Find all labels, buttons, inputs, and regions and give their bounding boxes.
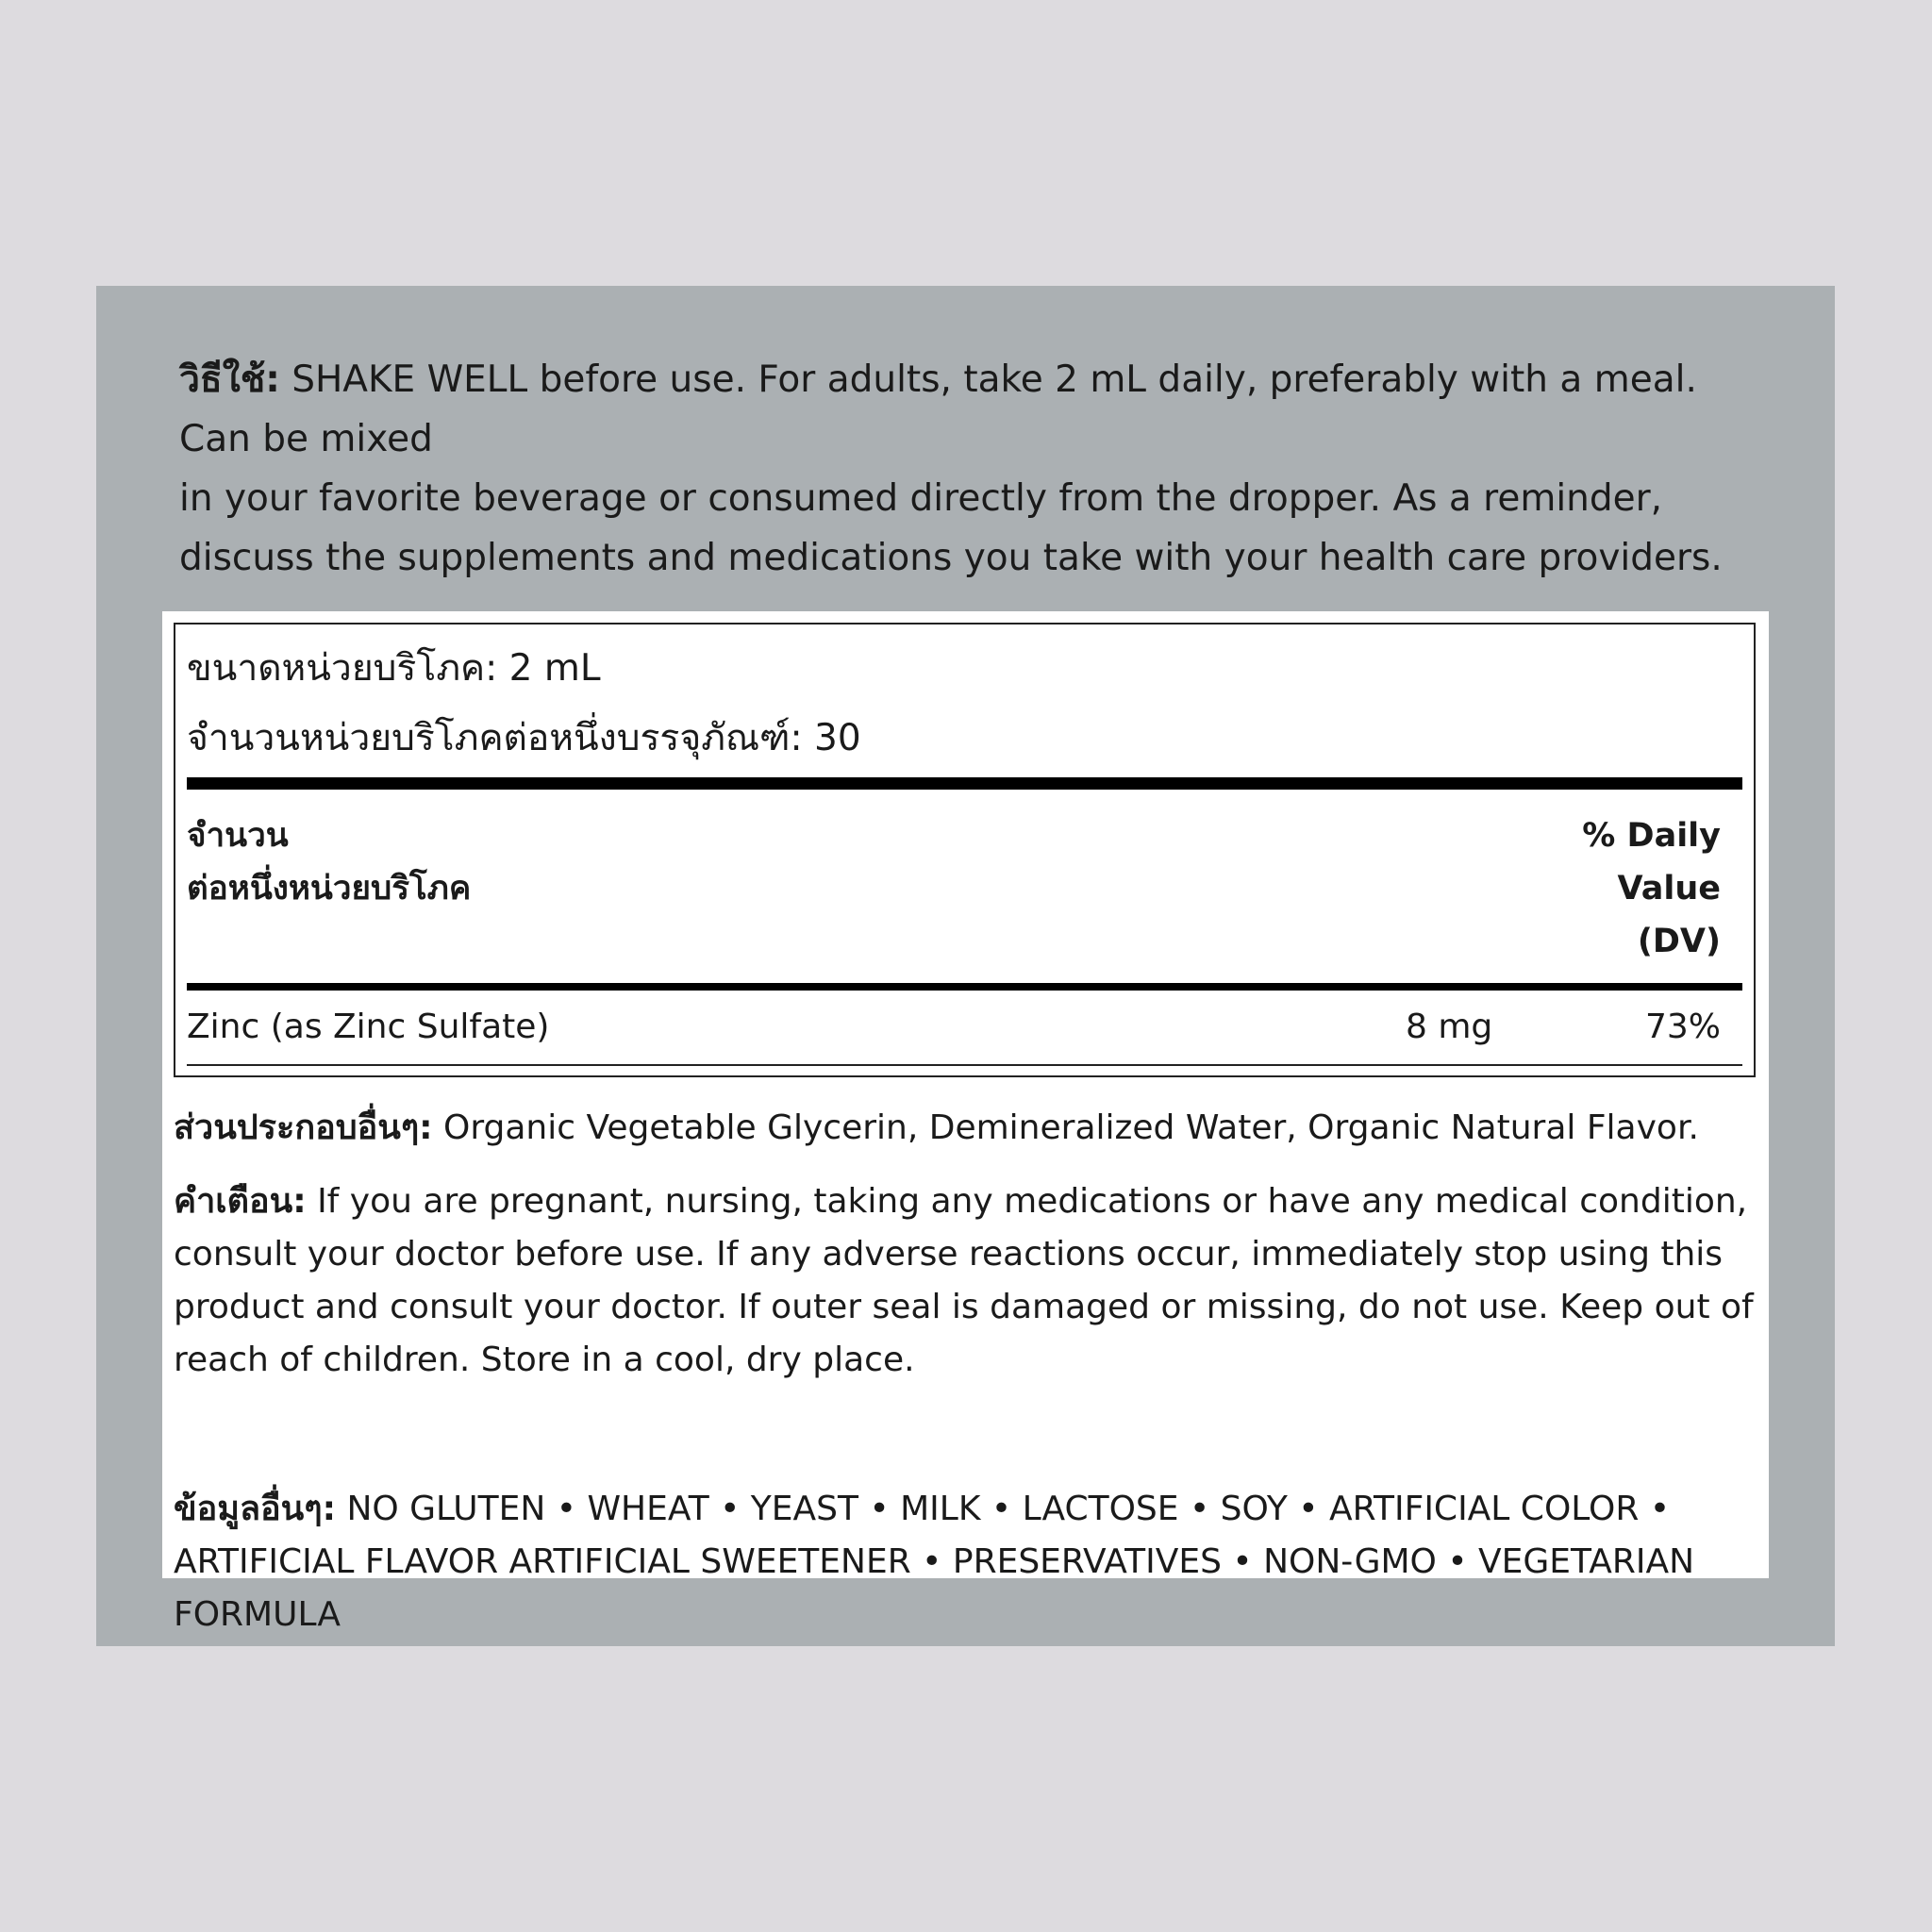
warning-line-1: [174, 1175, 1758, 1228]
nutrient-daily-value: 73%: [1644, 1008, 1721, 1046]
warning-line-4: reach of children. Store in a cool, dry place.: [174, 1341, 915, 1379]
supplement-facts-box: [174, 623, 1756, 1077]
other-info-line-1: [174, 1483, 1758, 1536]
dv-header-line-3: (DV): [1637, 923, 1721, 960]
serving-size: ขนาดหน่วยบริโภค: 2 mL: [187, 647, 601, 690]
thick-divider-top: [187, 777, 1742, 790]
warning-text-1: If you are pregnant, nursing, taking any medications or have any medical condition,: [317, 1182, 1748, 1221]
amount-header-line-2: ต่อหนึ่งหน่วยบริโภค: [187, 870, 472, 908]
other-ingredients-text: Organic Vegetable Glycerin, Demineralized Water, Organic Natural Flavor.: [443, 1108, 1699, 1147]
servings-per-container: จำนวนหน่วยบริโภคต่อหนึ่งบรรจุภัณฑ์: 30: [187, 717, 861, 759]
other-info-line-3: FORMULA: [174, 1595, 341, 1634]
warning-label: คำเตือน:: [174, 1182, 307, 1221]
table-row: [187, 1002, 1742, 1058]
directions-label: วิธีใช้:: [179, 358, 280, 401]
other-info-label: ข้อมูลอื่นๆ:: [174, 1490, 336, 1528]
daily-value-header: [1582, 809, 1721, 968]
warning-section: [174, 1175, 1758, 1387]
directions-section: [179, 350, 1783, 588]
warning-line-2: consult your doctor before use. If any adverse reactions occur, immediately stop using this: [174, 1235, 1724, 1274]
other-info-text-1: NO GLUTEN • WHEAT • YEAST • MILK • LACTOSE • SOY • ARTIFICIAL COLOR •: [346, 1490, 1671, 1528]
dv-header-line-1: % Daily: [1582, 817, 1721, 855]
directions-line-2: Can be mixed: [179, 418, 433, 460]
directions-line-3: in your favorite beverage or consumed directly from the dropper. As a reminder,: [179, 477, 1663, 520]
thick-divider-middle: [187, 983, 1742, 991]
supplement-info-card: [162, 611, 1769, 1634]
directions-line-1: [179, 350, 1783, 409]
other-ingredients: [174, 1102, 1758, 1155]
supplement-facts-inner: [187, 625, 1742, 1075]
other-ingredients-label: ส่วนประกอบอื่นๆ:: [174, 1108, 433, 1147]
directions-text-1: SHAKE WELL before use. For adults, take 2 mL daily, preferably with a meal.: [291, 358, 1697, 401]
other-info-section: [174, 1483, 1758, 1641]
directions-line-4: discuss the supplements and medications you take with your health care providers.: [179, 537, 1723, 579]
thin-divider-bottom: [187, 1064, 1742, 1066]
warning-line-3: product and consult your doctor. If outer seal is damaged or missing, do not use. Keep out of: [174, 1288, 1754, 1326]
label-panel: [96, 286, 1835, 1646]
amount-per-serving-header: [187, 809, 471, 915]
dv-header-line-2: Value: [1617, 870, 1721, 908]
other-info-line-2: ARTIFICIAL FLAVOR ARTIFICIAL SWEETENER • PRESERVATIVES • NON-GMO • VEGETARIAN: [174, 1542, 1695, 1581]
amount-header-line-1: จำนวน: [187, 817, 289, 855]
other-ingredients-line: [174, 1102, 1758, 1155]
nutrient-amount: 8 mg: [1406, 1008, 1493, 1046]
nutrient-name: Zinc (as Zinc Sulfate): [187, 1008, 550, 1046]
